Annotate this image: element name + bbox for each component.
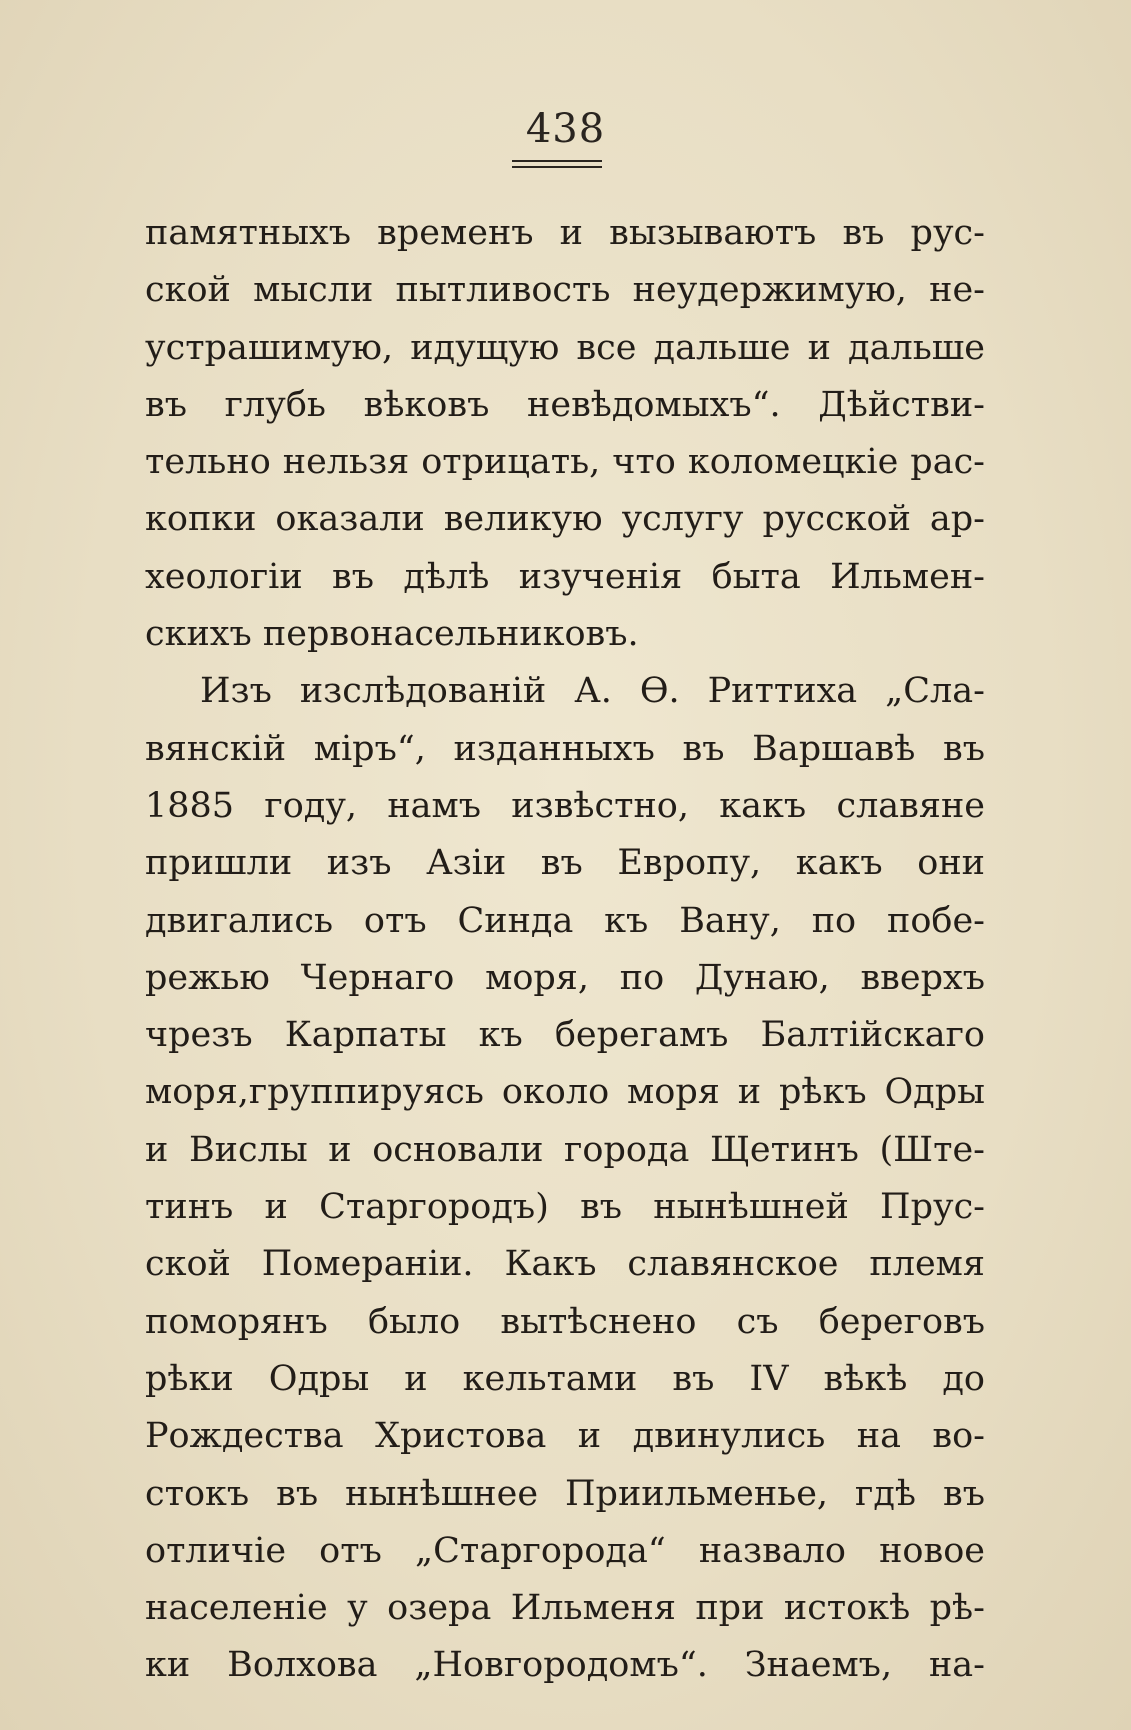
text-line: отличіе отъ „Старгорода“ назвало новое [145, 1530, 985, 1571]
text-line: тельно нельзя отрицать, что коломецкіе рас- [145, 442, 985, 483]
text-line: двигались отъ Синда къ Вану, по побе- [145, 900, 985, 941]
page-number-rule [512, 160, 602, 168]
text-line: моря,группируясь около моря и рѣкъ Одры [145, 1072, 985, 1113]
text-line: копки оказали великую услугу русской ар- [145, 499, 985, 540]
text-line: тинъ и Старгородъ) въ нынѣшней Прус- [145, 1187, 985, 1228]
text-line: ки Волхова „Новгородомъ“. Знаемъ, на- [145, 1645, 985, 1686]
text-line: режью Чернаго моря, по Дунаю, вверхъ [145, 957, 985, 998]
text-line: устрашимую, идущую все дальше и дальше [145, 327, 985, 368]
text-line: рѣки Одры и кельтами въ IV вѣкѣ до [145, 1358, 985, 1399]
text-line: пришли изъ Азіи въ Европу, какъ они [145, 843, 985, 884]
text-line: стокъ въ нынѣшнее Приильменье, гдѣ въ [145, 1473, 985, 1514]
text-line: поморянъ было вытѣснено съ береговъ [145, 1301, 985, 1342]
text-line: скихъ первонасельниковъ. [145, 614, 639, 655]
text-line: ской Помераніи. Какъ славянское племя [145, 1244, 985, 1285]
text-line: хеологіи въ дѣлѣ изученія быта Ильмен- [145, 556, 985, 597]
text-line: 1885 году, намъ извѣстно, какъ славяне [145, 785, 985, 826]
text-line: ской мысли пытливость неудержимую, не- [145, 270, 985, 311]
text-line: населеніе у озера Ильменя при истокѣ рѣ- [145, 1588, 985, 1629]
page-number: 438 [525, 106, 606, 152]
text-line: памятныхъ временъ и вызываютъ въ рус- [145, 213, 985, 253]
text-line: Изъ изслѣдованій А. Ѳ. Риттиха „Сла- [200, 671, 985, 712]
text-line: въ глубь вѣковъ невѣдомыхъ“. Дѣйстви- [145, 384, 985, 425]
text-line: Рождества Христова и двинулись на во- [145, 1416, 985, 1457]
text-line: вянскій міръ“, изданныхъ въ Варшавѣ въ [145, 728, 985, 769]
text-line: чрезъ Карпаты къ берегамъ Балтійскаго [145, 1015, 985, 1056]
page-body [145, 205, 985, 1695]
text-line: и Вислы и основали города Щетинъ (Ште- [145, 1129, 985, 1170]
